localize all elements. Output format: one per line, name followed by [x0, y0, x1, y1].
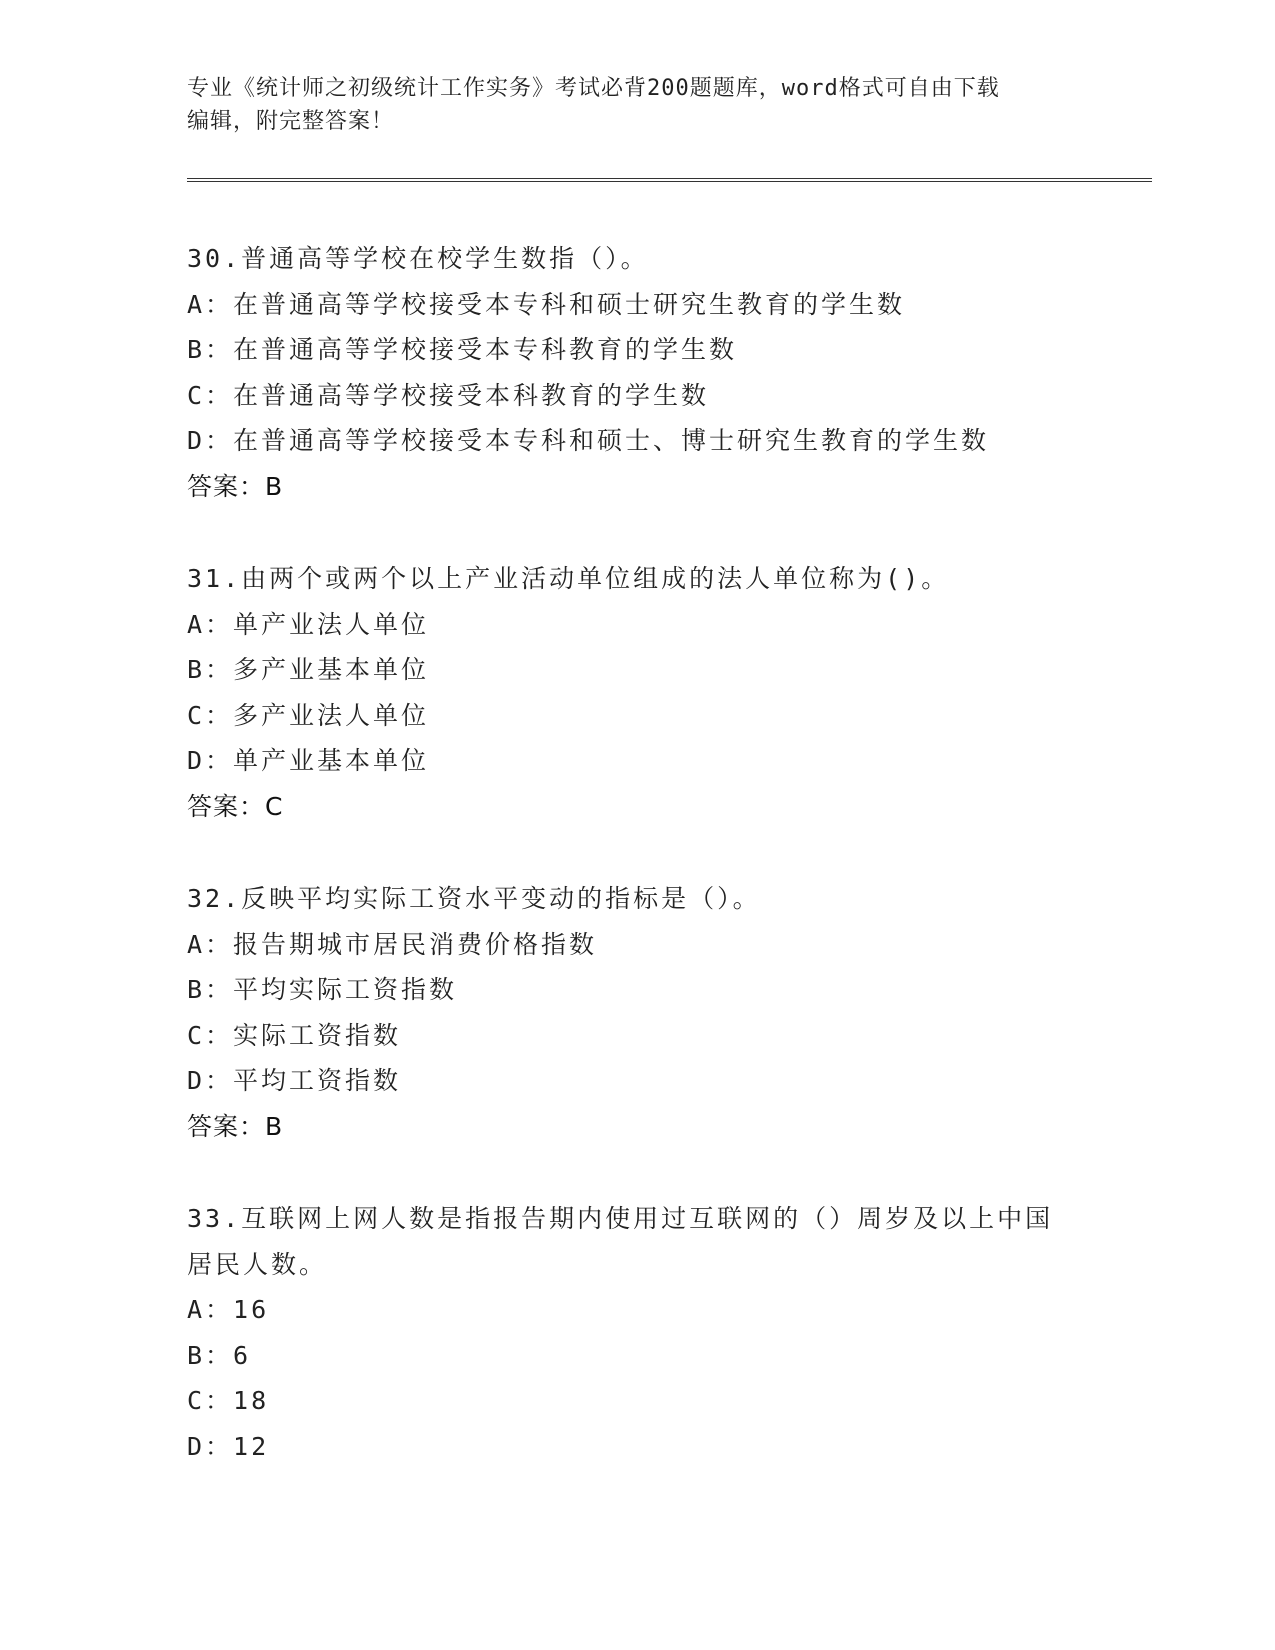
option-c: C：多产业法人单位 — [187, 700, 430, 730]
option-a: A：在普通高等学校接受本专科和硕士研究生教育的学生数 — [187, 289, 906, 319]
option-d: D：平均工资指数 — [187, 1066, 402, 1095]
answer: 答案：B — [187, 471, 284, 501]
answer: 答案：C — [187, 791, 284, 821]
option-c: C：在普通高等学校接受本科教育的学生数 — [187, 380, 710, 410]
answer: 答案：B — [187, 1111, 284, 1141]
question-31 — [187, 556, 1087, 829]
option-a: A：报告期城市居民消费价格指数 — [187, 929, 598, 959]
question-stem: 32.反映平均实际工资水平变动的指标是（）。 — [187, 884, 761, 913]
option-b: B：在普通高等学校接受本专科教育的学生数 — [187, 335, 738, 364]
question-stem: 30.普通高等学校在校学生数指（）。 — [187, 244, 649, 273]
question-33 — [187, 1196, 1087, 1469]
question-list — [187, 236, 1087, 1516]
option-a: A：16 — [187, 1295, 270, 1324]
document-header — [187, 72, 1067, 138]
option-b: B：6 — [187, 1340, 252, 1370]
option-d: D：在普通高等学校接受本专科和硕士、博士研究生教育的学生数 — [187, 426, 990, 455]
option-b: B：平均实际工资指数 — [187, 975, 458, 1004]
question-32 — [187, 876, 1087, 1149]
option-c: C：18 — [187, 1386, 270, 1415]
option-a: A：单产业法人单位 — [187, 609, 430, 639]
header-title-line-1: 专业《统计师之初级统计工作实务》考试必背200题题库，word格式可自由下载 — [187, 76, 1000, 101]
question-stem: 31.由两个或两个以上产业活动单位组成的法人单位称为()。 — [187, 564, 950, 593]
option-d: D：单产业基本单位 — [187, 746, 430, 775]
option-c: C：实际工资指数 — [187, 1020, 402, 1050]
question-30 — [187, 236, 1087, 509]
option-d: D：12 — [187, 1431, 270, 1461]
option-b: B：多产业基本单位 — [187, 655, 430, 684]
header-title-line-2: 编辑，附完整答案！ — [187, 109, 395, 134]
header-divider — [187, 178, 1152, 182]
question-stem: 33.互联网上网人数是指报告期内使用过互联网的（）周岁及以上中国居民人数。 — [187, 1204, 1054, 1279]
